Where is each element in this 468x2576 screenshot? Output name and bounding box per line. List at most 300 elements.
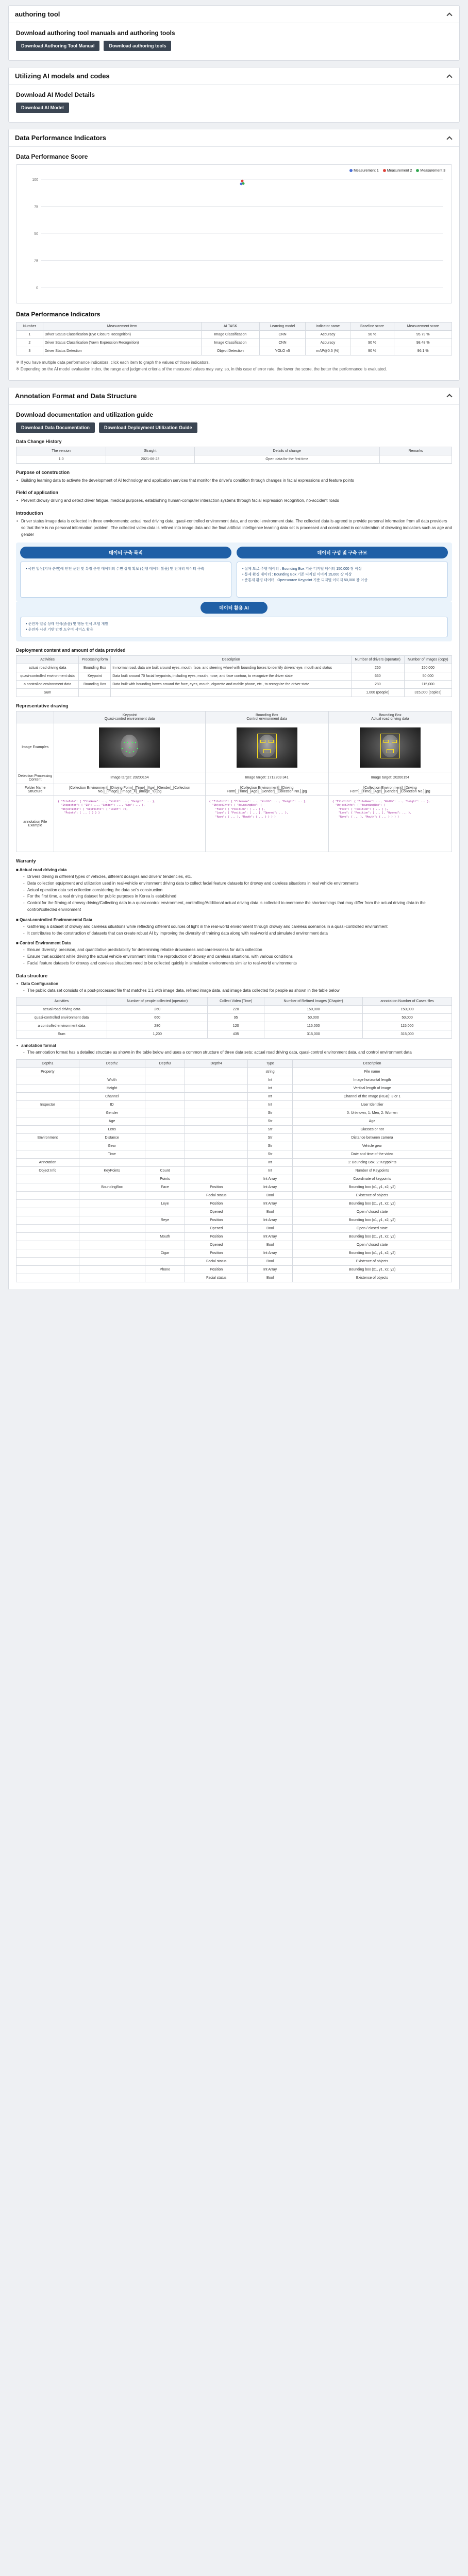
data-config-label: • Data Configuration <box>16 981 452 988</box>
table-cell <box>16 1142 79 1150</box>
info-body-purpose: • 국민 일상(기차 운전)에 안전 운전 및 특정 운전 데이터의 수면 상태 확보 (선행 데이터 활용) 및 전처리 데이터 구축 <box>20 562 231 598</box>
column-header: Keypoint Quasi-control environment data <box>54 711 205 723</box>
table-cell <box>16 1109 79 1117</box>
folder-cell: [Collection Environment]_[Driving Form]_[Time]_[Age]_[Gender]_[Collection No.].jpg <box>328 784 452 795</box>
table-cell: Inspector <box>16 1100 79 1109</box>
table-cell <box>16 1208 79 1216</box>
column-header: Depth2 <box>79 1059 145 1067</box>
table-cell: 50,000 <box>363 1014 452 1022</box>
warranty-line: - Ensure diversity, precision, and quantitative predictability for determining reliable drowsiness and carelessness for data collection <box>16 947 452 954</box>
table-cell: Property <box>16 1067 79 1076</box>
table-cell: Bounding box (x1, y1, x2, y2) <box>293 1183 452 1191</box>
table-cell: Object Info <box>16 1166 79 1175</box>
chevron-up-icon[interactable] <box>446 11 453 18</box>
authoring-tool-header[interactable] <box>9 6 459 23</box>
ai-models-panel <box>8 67 460 123</box>
table-cell: actual road driving data <box>16 1006 107 1014</box>
performance-title: Data Performance Indicators <box>15 134 107 142</box>
table-cell: Existence of objects <box>293 1191 452 1199</box>
table-cell: Bounding Box <box>79 680 111 688</box>
table-cell: Open / closed state <box>293 1224 452 1232</box>
y-tick-label: 75 <box>34 205 38 209</box>
table-cell: YOLO v5 <box>259 347 306 355</box>
table-cell <box>16 1232 79 1241</box>
column-header: Depth4 <box>185 1059 248 1067</box>
data-point <box>242 182 245 185</box>
table-cell: 315,000 (copies) <box>404 688 452 697</box>
table-cell: 1.0 <box>16 455 106 463</box>
table-cell: Bool <box>248 1208 293 1216</box>
table-cell: Int Array <box>248 1232 293 1241</box>
table-cell: Width <box>79 1076 145 1084</box>
info-head-scale: 데이터 구성 및 구축 규모 <box>237 547 448 558</box>
table-cell: Int Array <box>248 1199 293 1208</box>
table-row <box>16 1224 452 1232</box>
detect-cell: Image target: 1712203 341 <box>205 772 328 784</box>
table-cell: Bounding box (x1, y1, x2, y2) <box>293 1199 452 1208</box>
table-cell: Int Array <box>248 1249 293 1257</box>
table-row <box>16 1191 452 1199</box>
table-cell: Int Array <box>248 1175 293 1183</box>
table-cell: Opened <box>185 1208 248 1216</box>
y-tick-label: 25 <box>34 259 38 263</box>
table-cell: 50,000 <box>264 1014 362 1022</box>
table-cell: Distance between camera <box>293 1133 452 1142</box>
table-row <box>16 1125 452 1133</box>
table-cell: Str <box>248 1133 293 1142</box>
construction-infographic <box>16 543 452 602</box>
table-cell: Gear <box>79 1142 145 1150</box>
intro-text: • Driver status image data is collected in three environments: actual road driving data, quasi-controlled environment data, and control environment data. The collected data is agreed to provide personal information from all data providers so that there is no personal information problem. The collected video data is refined into image data and the final artificial intelligence learning data set is processed and constructed in consideration of drowsing indicators such as age and gender <box>16 518 452 538</box>
table-cell: Int <box>248 1084 293 1092</box>
info-head-ai: 데이터 활용 AI <box>200 602 268 614</box>
table-cell: 315,000 <box>363 1030 452 1039</box>
table-cell <box>16 1150 79 1158</box>
table-cell: Number of Keypoints <box>293 1166 452 1175</box>
column-header: Bounding Box Control environment data <box>205 711 328 723</box>
table-cell: Position <box>185 1216 248 1224</box>
table-cell <box>79 1216 145 1224</box>
authoring-tool-panel <box>8 5 460 61</box>
infographic-ai-usage <box>16 602 452 641</box>
table-cell: Int Array <box>248 1216 293 1224</box>
table-cell: Vertical length of image <box>293 1084 452 1092</box>
table-cell: Data built with bounding boxes around the face, eyes, mouth, cigarette and mobile phone, etc., to recognize the driver state <box>111 680 352 688</box>
table-cell <box>16 1125 79 1133</box>
table-cell: Channel <box>79 1092 145 1100</box>
table-cell: Opened <box>185 1224 248 1232</box>
table-cell: Open / closed state <box>293 1208 452 1216</box>
table-cell: quasi-controlled environment data <box>16 1014 107 1022</box>
detect-cell: Image target: 20200154 <box>54 772 205 784</box>
table-cell <box>145 1224 185 1232</box>
table-cell: 2 <box>16 339 43 347</box>
table-row <box>16 1175 452 1183</box>
table-cell: Position <box>185 1183 248 1191</box>
warranty-block-title: ■ Quasi-controlled Environmental Data <box>16 918 452 922</box>
table-cell <box>145 1067 185 1076</box>
table-row <box>16 1158 452 1166</box>
table-cell <box>185 1067 248 1076</box>
table-cell <box>185 1100 248 1109</box>
table-cell: Channel of the Image (RGB): 3 or 1 <box>293 1092 452 1100</box>
table-row <box>16 1133 452 1142</box>
table-cell <box>79 688 111 697</box>
table-cell <box>145 1109 185 1117</box>
table-row <box>16 664 452 672</box>
column-header: Description <box>293 1059 452 1067</box>
column-header: Number <box>16 323 43 331</box>
warranty-label: Warranty <box>16 858 36 863</box>
table-cell: Time <box>79 1150 145 1158</box>
column-header: Depth3 <box>145 1059 185 1067</box>
change-history-label: Data Change History <box>16 438 62 444</box>
table-cell <box>16 1076 79 1084</box>
folder-cell: [Collection Environment]_[Driving Form]_[Time]_[Age]_[Gender]_[Collection No.]_[Image]_[Image_X]_(image_Y).jpg <box>54 784 205 795</box>
table-cell: Str <box>248 1150 293 1158</box>
table-cell: Str <box>248 1125 293 1133</box>
column-header: Remarks <box>379 447 452 455</box>
table-cell <box>79 1257 145 1265</box>
table-cell: Mouth <box>145 1232 185 1241</box>
format-table <box>16 1059 452 1282</box>
warranty-line: - For the first time, a real driving dataset for public purposes in Korea is established <box>16 893 452 900</box>
annotation-title: Annotation Format and Data Structure <box>15 392 137 400</box>
warranty-line: - Control for the filming of drowsy driving/Collecting data in a quasi-control environment, controlling/Additional actual driving data is collected to overcome the shortcomings that may differ from the actual driving data in the control/collected environment <box>16 900 452 913</box>
column-header: Number of images (copy) <box>404 655 452 664</box>
table-cell <box>79 1199 145 1208</box>
table-cell <box>185 1084 248 1092</box>
info-body-scale: • 실제 도로 주행 데이터 : Bounding Box 기준 디지털 데이터 150,000 장 이상 • 통제 환경 데이터 : Bounding Box 기준 디지털 이미지 15,000 장 이상 • 준통제 환경 데이터 : Opensource Keypoint 기준 디지털 이미지 50,000 장 이상 <box>237 562 448 598</box>
table-cell: 3 <box>16 347 43 355</box>
column-header: AI TASK <box>202 323 260 331</box>
column-header: Description <box>111 655 352 664</box>
repr-label: Representative drawing <box>16 703 69 708</box>
download-manual-button[interactable]: Download Authoring Tool Manual <box>16 41 99 51</box>
table-cell <box>16 1117 79 1125</box>
row-label: annotation File Example <box>16 795 54 852</box>
table-cell: Reye <box>145 1216 185 1224</box>
ai-models-header[interactable] <box>9 67 459 85</box>
chart-title: Data Performance Score <box>16 153 88 160</box>
table-cell <box>145 1100 185 1109</box>
table-cell: Bounding box (x1, y1, x2, y2) <box>293 1249 452 1257</box>
table-cell <box>16 1183 79 1191</box>
table-row <box>16 795 452 852</box>
table-row <box>16 1208 452 1216</box>
ai-models-title: Utilizing AI models and codes <box>15 72 110 80</box>
table-cell <box>79 1224 145 1232</box>
table-cell: Facial status <box>185 1191 248 1199</box>
data-struct-label: Data structure <box>16 973 48 978</box>
purpose-text: • Building learning data to activate the development of AI technology and application services that monitor the driver's condition through changes in facial expressions and feature points <box>16 478 452 484</box>
table-cell: Bool <box>248 1241 293 1249</box>
table-cell <box>185 1142 248 1150</box>
table-cell: 95.79 % <box>394 331 452 339</box>
table-cell: quasi-controlled environment data <box>16 672 79 680</box>
table-cell <box>145 1125 185 1133</box>
table-cell: Int <box>248 1158 293 1166</box>
column-header: Processing form <box>79 655 111 664</box>
table-cell: actual road driving data <box>16 664 79 672</box>
legend-item-3[interactable]: Measurement 3 <box>416 169 445 173</box>
table-cell: Position <box>185 1232 248 1241</box>
field-label: Field of application <box>16 490 59 496</box>
table-cell <box>185 1109 248 1117</box>
table-cell: 280 <box>351 680 404 688</box>
table-cell: Position <box>185 1249 248 1257</box>
legend-item-1[interactable]: Measurement 1 <box>349 169 379 173</box>
download-documentation-button[interactable]: Download Data Documentation <box>16 422 95 433</box>
chevron-up-icon[interactable] <box>446 134 453 142</box>
table-cell <box>79 1249 145 1257</box>
table-cell <box>79 1232 145 1241</box>
data-config-text: - The public data set consists of a post-processed file that matches 1:1 with image data, refined image data, and image data collected for people as shown in the table below <box>16 988 452 994</box>
column-header: Number of people collected (operator) <box>107 997 207 1006</box>
table-row <box>16 1084 452 1092</box>
row-label: Image Examples <box>16 723 54 772</box>
table-cell <box>79 1158 145 1166</box>
format-label: • annotation format <box>16 1043 452 1049</box>
table-row <box>16 1150 452 1158</box>
table-cell <box>16 1249 79 1257</box>
table-cell: Driver Status Classification (Yawn Expression Recognition) <box>43 339 201 347</box>
table-cell <box>16 1084 79 1092</box>
download-tools-button[interactable]: Download authoring tools <box>104 41 171 51</box>
table-cell: Gender <box>79 1109 145 1117</box>
chevron-up-icon[interactable] <box>446 73 453 80</box>
table-row <box>16 723 452 772</box>
table-row <box>16 1183 452 1191</box>
chart-legend <box>349 169 445 173</box>
table-cell: Date and time of the video <box>293 1150 452 1158</box>
table-cell: 1: Bounding Box, 2: Keypoints <box>293 1158 452 1166</box>
json-example-3: { "FileInfo": { "FileName": ..., "Width": ..., "Height": ... }, "ObjectInfo": { "BoundingBox": { "Face": { "Position": [ ... ] }, "Leye": { "Position": [ ... ], "Opened": ... }, "Reye": { ... }, "Mouth": { ... } } } } <box>332 800 430 819</box>
info-body-ai: • 운전자 얼굴 상태 인식(졸음) 및 행동 인식 모델 개발 • 운전자 시선 기반 안전 도우미 서비스 활용 <box>20 617 448 637</box>
table-cell <box>145 1117 185 1125</box>
table-cell <box>145 1133 185 1142</box>
table-cell: Facial status <box>185 1274 248 1282</box>
table-row <box>16 1249 452 1257</box>
table-cell: Sum <box>16 688 79 697</box>
table-cell: In normal road, data are built around eyes, mouth, face, and steering wheel with bounding boxes to identify drivers' eye, mouth and status <box>111 664 352 672</box>
column-header <box>16 711 54 723</box>
performance-header[interactable] <box>9 129 459 147</box>
table-cell <box>16 1274 79 1282</box>
row-label: Folder Name Structure <box>16 784 54 795</box>
table-row <box>16 1142 452 1150</box>
table-cell: Data built around 70 facial keypoints, including eyes, mouth, nose, and face contour, to recognize the driver state <box>111 672 352 680</box>
table-cell: Int <box>248 1166 293 1175</box>
performance-note-1: ※ If you have multiple data performance indicators, click each item to graph the values of those indicators. <box>16 360 210 365</box>
table-cell: Age <box>79 1117 145 1125</box>
table-cell: Opened <box>185 1241 248 1249</box>
column-header: Bounding Box Actual road driving data <box>328 711 452 723</box>
table-cell <box>145 1084 185 1092</box>
table-cell: Image Classification <box>202 339 260 347</box>
download-ai-model-button[interactable]: Download AI Model <box>16 103 69 113</box>
table-cell <box>145 1142 185 1150</box>
table-cell: Lens <box>79 1125 145 1133</box>
table-row <box>16 688 452 697</box>
table-cell: KeyPoints <box>79 1166 145 1175</box>
table-cell: 50,000 <box>404 672 452 680</box>
column-header: Activities <box>16 655 79 664</box>
table-cell: string <box>248 1067 293 1076</box>
example-image-control <box>237 727 297 768</box>
table-cell: Bounding box (x1, y1, x2, y2) <box>293 1232 452 1241</box>
y-tick-label: 100 <box>32 178 38 182</box>
table-cell: 1 <box>16 331 43 339</box>
table-cell <box>185 1150 248 1158</box>
table-cell <box>79 1241 145 1249</box>
table-cell: 660 <box>107 1014 207 1022</box>
table-cell: Face <box>145 1183 185 1191</box>
config-table <box>16 997 452 1039</box>
authoring-tool-subtitle: Download authoring tool manuals and authoring tools <box>16 29 175 37</box>
table-cell: Position <box>185 1265 248 1274</box>
table-cell: Bounding box (x1, y1, x2, y2) <box>293 1265 452 1274</box>
table-cell: 220 <box>208 1006 264 1014</box>
table-row <box>16 1216 452 1224</box>
table-cell: 2021-06-23 <box>106 455 194 463</box>
table-cell <box>145 1241 185 1249</box>
column-header: Learning model <box>259 323 306 331</box>
table-cell <box>185 1125 248 1133</box>
table-cell <box>185 1175 248 1183</box>
table-cell: 150,000 <box>404 664 452 672</box>
table-cell <box>379 455 452 463</box>
table-cell: 660 <box>351 672 404 680</box>
table-cell: Age <box>293 1117 452 1125</box>
annotation-panel <box>8 387 460 1290</box>
warranty-block-title: ■ Actual road driving data <box>16 868 452 872</box>
authoring-tool-title: authoring tool <box>15 10 60 18</box>
table-cell: Bool <box>248 1274 293 1282</box>
warranty-line: - Ensure that accident while driving the actual vehicle environment limits the reproduction of drowsy and careless situations, with various conditions <box>16 954 452 960</box>
table-cell: Existence of objects <box>293 1257 452 1265</box>
table-cell <box>185 1117 248 1125</box>
table-cell: 315,000 <box>264 1030 362 1039</box>
annotation-header[interactable] <box>9 387 459 405</box>
table-row <box>16 680 452 688</box>
table-cell <box>79 1265 145 1274</box>
table-cell <box>79 1208 145 1216</box>
column-header: annotation Number of Cases files <box>363 997 452 1006</box>
table-cell: Bool <box>248 1191 293 1199</box>
table-cell <box>16 1241 79 1249</box>
chevron-up-icon[interactable] <box>446 392 453 399</box>
warranty-line: - Facial feature datasets for drowsy and careless situations need to be collected quickly in simulation environments similar to real-world environments <box>16 960 452 967</box>
performance-note-2: ※ Depending on the AI model evaluation index, the range and judgment criteria of the measured values may vary, so, in this case of error rate, the lower the score, the better the performance is evaluated. <box>16 366 387 371</box>
field-text: • Prevent drowsy driving and detect driver fatigue, medical purposes, establishing human-computer interaction systems through facial expression recognition, no-accident roads <box>16 498 452 504</box>
column-header: Type <box>248 1059 293 1067</box>
table-row <box>16 1241 452 1249</box>
table-cell <box>79 1274 145 1282</box>
table-cell: Height <box>79 1084 145 1092</box>
table-row <box>16 1257 452 1265</box>
column-header: Measurement score <box>394 323 452 331</box>
annotation-subtitle: Download documentation and utilization guide <box>16 411 153 418</box>
legend-item-2[interactable]: Measurement 2 <box>383 169 412 173</box>
table-row <box>16 1199 452 1208</box>
performance-chart-svg <box>21 169 454 298</box>
table-cell: a controlled environment data <box>16 1022 107 1030</box>
table-cell: Vehicle gear <box>293 1142 452 1150</box>
info-head-purpose: 데이터 구축 목적 <box>20 547 231 558</box>
table-cell <box>16 1199 79 1208</box>
table-cell <box>79 1191 145 1199</box>
table-row <box>16 784 452 795</box>
table-cell: Coordinate of keypoints <box>293 1175 452 1183</box>
table-cell: Int <box>248 1076 293 1084</box>
deploy-label: Deployment content and amount of data provided <box>16 647 126 653</box>
table-row <box>16 1232 452 1241</box>
table-row <box>16 1117 452 1125</box>
table-cell: Image horizontal length <box>293 1076 452 1084</box>
table-cell: 115,000 <box>404 680 452 688</box>
table-cell: CNN <box>259 331 306 339</box>
table-cell: Image Classification <box>202 331 260 339</box>
table-cell: ID <box>79 1100 145 1109</box>
table-cell <box>16 1216 79 1224</box>
table-row <box>16 331 452 339</box>
table-cell: 260 <box>107 1006 207 1014</box>
table-cell <box>145 1076 185 1084</box>
table-row <box>16 1274 452 1282</box>
table-cell: Open / closed state <box>293 1241 452 1249</box>
example-image-keypoint <box>99 727 160 768</box>
table-row <box>16 1030 452 1039</box>
table-cell: 150,000 <box>264 1006 362 1014</box>
table-cell: 260 <box>351 664 404 672</box>
download-guide-button[interactable]: Download Deployment Utilization Guide <box>99 422 197 433</box>
table-row <box>16 1109 452 1117</box>
column-header: Depth1 <box>16 1059 79 1067</box>
table-cell: 1,200 <box>107 1030 207 1039</box>
table-row <box>16 1265 452 1274</box>
table-cell <box>111 688 352 697</box>
column-header: The version <box>16 447 106 455</box>
column-header: Details of change <box>194 447 379 455</box>
table-cell: Bool <box>248 1224 293 1232</box>
table-row <box>16 1006 452 1014</box>
table-cell <box>145 1208 185 1216</box>
table-cell: Str <box>248 1142 293 1150</box>
table-cell: 90 % <box>350 347 394 355</box>
table-cell: Int <box>248 1100 293 1109</box>
data-point <box>241 180 244 182</box>
table-cell: File name <box>293 1067 452 1076</box>
table-cell <box>145 1092 185 1100</box>
column-header: Indicator name <box>306 323 350 331</box>
table-cell: 435 <box>208 1030 264 1039</box>
table-cell: 115,000 <box>264 1022 362 1030</box>
table-cell: Driver Status Detection <box>43 347 201 355</box>
purpose-label: Purpose of construction <box>16 469 70 475</box>
table-cell: Cigar <box>145 1249 185 1257</box>
table-cell: Glasses or not <box>293 1125 452 1133</box>
y-tick-label: 50 <box>34 232 38 236</box>
table-cell: Int Array <box>248 1265 293 1274</box>
column-header: Measurement item <box>43 323 201 331</box>
table-cell: Accuracy <box>306 331 350 339</box>
table-cell: Int Array <box>248 1183 293 1191</box>
table-cell: a controlled environment data <box>16 680 79 688</box>
table-cell: Int <box>248 1092 293 1100</box>
table-cell: CNN <box>259 339 306 347</box>
table-cell <box>185 1133 248 1142</box>
